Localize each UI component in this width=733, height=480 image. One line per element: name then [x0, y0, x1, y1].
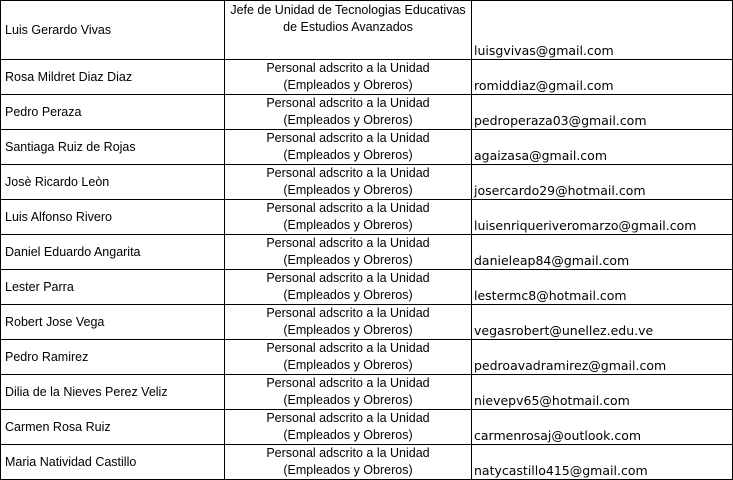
- role-line-1: Personal adscrito a la Unidad: [266, 96, 430, 110]
- role-line-2: (Empleados y Obreros): [283, 182, 413, 197]
- name-text: Josè Ricardo Leòn: [5, 175, 110, 189]
- role-cell[interactable]: [225, 270, 472, 305]
- role-line-1: Personal adscrito a la Unidad: [266, 341, 430, 355]
- role-line-2: (Empleados y Obreros): [283, 427, 413, 442]
- table-row: [1, 165, 733, 200]
- name-cell[interactable]: [1, 95, 225, 130]
- name-cell[interactable]: [1, 165, 225, 200]
- table-row: [1, 60, 733, 95]
- name-text: Pedro Ramirez: [5, 350, 89, 364]
- email-text: nievepv65@hotmail.com: [474, 393, 630, 408]
- table-row: [1, 340, 733, 375]
- role-line-1: Personal adscrito a la Unidad: [266, 236, 430, 250]
- role-line-2: (Empleados y Obreros): [283, 147, 413, 162]
- name-text: Luis Alfonso Rivero: [5, 210, 113, 224]
- role-line-1: Personal adscrito a la Unidad: [266, 131, 430, 145]
- role-cell[interactable]: [225, 340, 472, 375]
- name-cell[interactable]: [1, 445, 225, 480]
- role-line-2: (Empleados y Obreros): [283, 322, 413, 337]
- name-cell[interactable]: [1, 410, 225, 445]
- role-cell[interactable]: [225, 375, 472, 410]
- role-line-2: (Empleados y Obreros): [283, 462, 413, 477]
- email-cell[interactable]: [472, 95, 733, 130]
- name-cell[interactable]: [1, 340, 225, 375]
- role-line-2: de Estudios Avanzados: [283, 19, 413, 34]
- role-cell[interactable]: [225, 410, 472, 445]
- name-text: Carmen Rosa Ruiz: [5, 420, 111, 434]
- role-line-1: Personal adscrito a la Unidad: [266, 446, 430, 460]
- name-text: Maria Natividad Castillo: [5, 455, 137, 469]
- role-cell[interactable]: [225, 130, 472, 165]
- email-text: pedroperaza03@gmail.com: [474, 113, 647, 128]
- role-cell[interactable]: [225, 95, 472, 130]
- email-cell[interactable]: [472, 200, 733, 235]
- name-cell[interactable]: [1, 305, 225, 340]
- email-text: josercardo29@hotmail.com: [474, 183, 646, 198]
- role-line-2: (Empleados y Obreros): [283, 392, 413, 407]
- email-text: agaizasa@gmail.com: [474, 148, 608, 163]
- name-cell[interactable]: [1, 375, 225, 410]
- role-line-1: Personal adscrito a la Unidad: [266, 166, 430, 180]
- role-line-1: Personal adscrito a la Unidad: [266, 271, 430, 285]
- email-text: carmenrosaj@outlook.com: [474, 428, 642, 443]
- email-text: natycastillo415@gmail.com: [474, 463, 648, 478]
- table-row: [1, 235, 733, 270]
- role-line-1: Personal adscrito a la Unidad: [266, 306, 430, 320]
- role-cell[interactable]: [225, 60, 472, 95]
- email-cell[interactable]: [472, 340, 733, 375]
- table-row: [1, 130, 733, 165]
- email-text: lestermc8@hotmail.com: [474, 288, 627, 303]
- email-cell[interactable]: [472, 445, 733, 480]
- role-line-2: (Empleados y Obreros): [283, 217, 413, 232]
- email-text: danieleap84@gmail.com: [474, 253, 630, 268]
- email-cell[interactable]: [472, 305, 733, 340]
- role-line-2: (Empleados y Obreros): [283, 77, 413, 92]
- name-text: Lester Parra: [5, 280, 74, 294]
- name-text: Luis Gerardo Vivas: [5, 23, 112, 37]
- email-text: pedroavadramirez@gmail.com: [474, 358, 667, 373]
- table-row: [1, 375, 733, 410]
- table-row: [1, 270, 733, 305]
- email-cell[interactable]: [472, 165, 733, 200]
- email-cell[interactable]: [472, 130, 733, 165]
- role-cell[interactable]: [225, 200, 472, 235]
- email-cell[interactable]: [472, 270, 733, 305]
- role-line-1: Personal adscrito a la Unidad: [266, 61, 430, 75]
- role-line-2: (Empleados y Obreros): [283, 252, 413, 267]
- email-cell[interactable]: [472, 60, 733, 95]
- role-cell[interactable]: [225, 235, 472, 270]
- table-row: [1, 305, 733, 340]
- email-cell[interactable]: [472, 1, 733, 60]
- role-cell[interactable]: [225, 445, 472, 480]
- role-line-1: Personal adscrito a la Unidad: [266, 376, 430, 390]
- name-cell[interactable]: [1, 60, 225, 95]
- role-line-2: (Empleados y Obreros): [283, 357, 413, 372]
- role-cell[interactable]: [225, 165, 472, 200]
- name-cell[interactable]: [1, 200, 225, 235]
- name-text: Robert Jose Vega: [5, 315, 105, 329]
- name-cell[interactable]: [1, 130, 225, 165]
- staff-table-body: [1, 1, 733, 480]
- name-text: Dilia de la Nieves Perez Veliz: [5, 385, 168, 399]
- email-text: luisenriqueriveromarzo@gmail.com: [474, 218, 697, 233]
- name-text: Pedro Peraza: [5, 105, 82, 119]
- email-text: vegasrobert@unellez.edu.ve: [474, 323, 654, 338]
- role-cell[interactable]: [225, 1, 472, 60]
- email-text: luisgvivas@gmail.com: [474, 43, 614, 58]
- table-row: [1, 445, 733, 480]
- name-text: Santiaga Ruiz de Rojas: [5, 140, 136, 154]
- email-cell[interactable]: [472, 235, 733, 270]
- role-line-2: (Empleados y Obreros): [283, 112, 413, 127]
- email-cell[interactable]: [472, 375, 733, 410]
- table-row: [1, 1, 733, 60]
- name-cell[interactable]: [1, 235, 225, 270]
- role-line-2: (Empleados y Obreros): [283, 287, 413, 302]
- email-text: romiddiaz@gmail.com: [474, 78, 614, 93]
- table-row: [1, 200, 733, 235]
- table-row: [1, 410, 733, 445]
- name-text: Rosa Mildret Diaz Diaz: [5, 70, 133, 84]
- role-line-1: Jefe de Unidad de Tecnologias Educativas: [230, 3, 466, 17]
- role-line-1: Personal adscrito a la Unidad: [266, 411, 430, 425]
- name-text: Daniel Eduardo Angarita: [5, 245, 141, 259]
- name-cell[interactable]: [1, 270, 225, 305]
- email-cell[interactable]: [472, 410, 733, 445]
- role-line-1: Personal adscrito a la Unidad: [266, 201, 430, 215]
- table-row: [1, 95, 733, 130]
- role-cell[interactable]: [225, 305, 472, 340]
- name-cell[interactable]: [1, 1, 225, 60]
